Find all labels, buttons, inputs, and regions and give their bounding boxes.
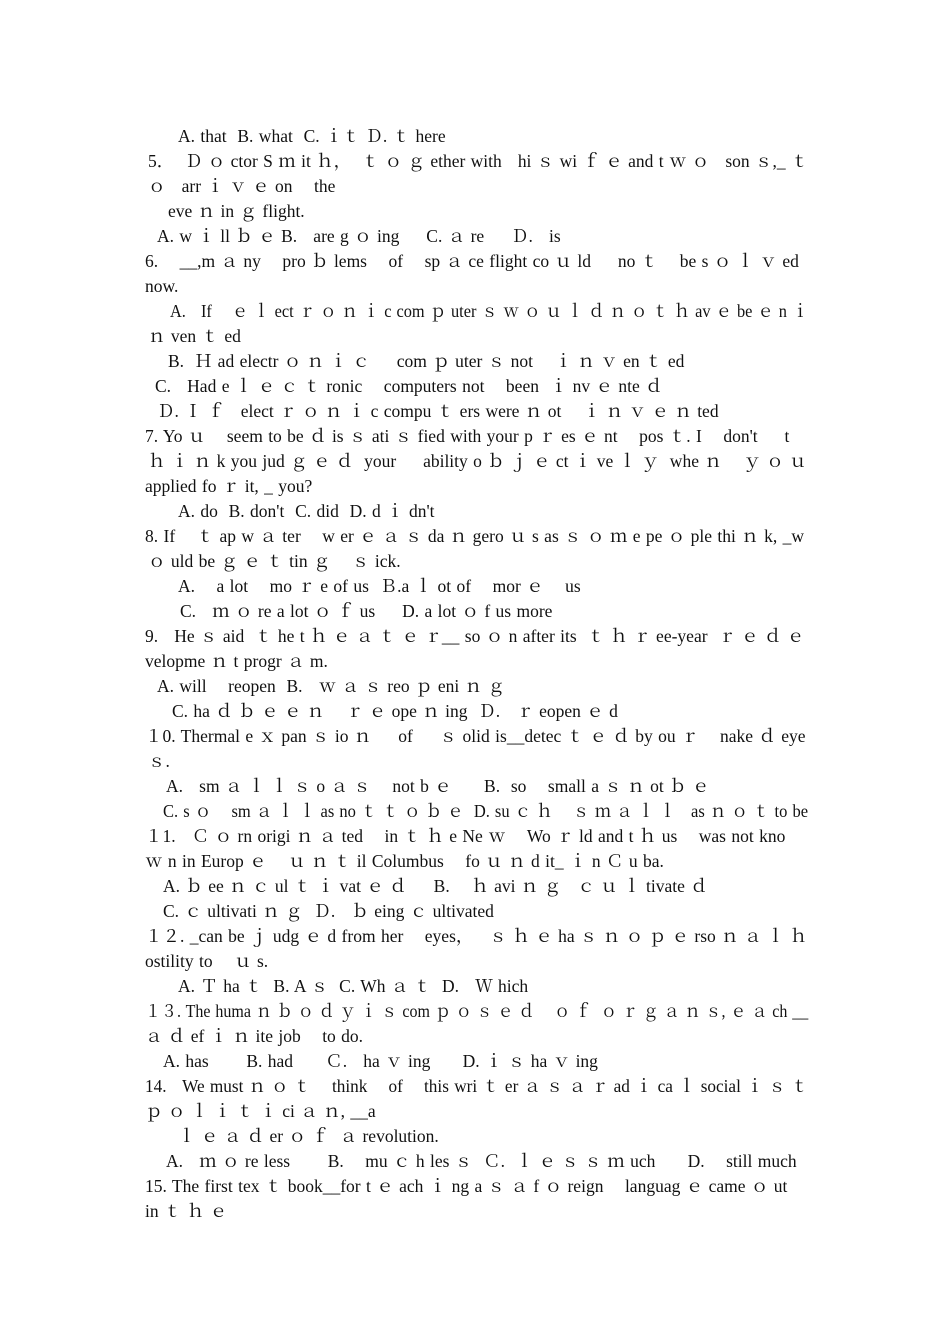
text-line: １３. The huma ｎ ｂ ｏ ｄ ｙ ｉ ｓ com ｐ ｏ ｓ ｅ ｄ ｏ ｆ ｏ ｒ ｇ ａ ｎ ｓ, ｅ ａ ch __ bbox=[145, 1001, 809, 1021]
text-line: ｗ n in Europ ｅ ｕ ｎ ｔ il Columbus fo ｕ ｎ d it_ ｉ n Ｃ u ba. bbox=[145, 851, 664, 871]
text-line: 14. We must ｎ ｏ ｔ think of this wri ｔ er ａ ｓ ａ ｒ ad ｉ ca ｌ social ｉ ｓ ｔ bbox=[145, 1076, 809, 1096]
text-line: C. ｍ ｏ re a lot ｏ ｆ us D. a lot ｏ f us more bbox=[180, 601, 553, 621]
text-line: A. w ｉ ll ｂ ｅ B. are g ｏ ing C. ａ re Ｄ. is bbox=[157, 226, 561, 246]
text-line: ostility to ｕ s. bbox=[145, 951, 269, 971]
text-line: in ｔ ｈ ｅ bbox=[145, 1201, 228, 1221]
text-line: ａ ｄ ef ｉ ｎ ite job to do. bbox=[145, 1026, 364, 1046]
text-line: A. If ｅ ｌ ect ｒ ｏ ｎ ｉ c com ｐ uter ｓ ｗ ｏ ｕ ｌ ｄ ｎ ｏ ｔ ｈ av ｅ be ｅ n ｉ bbox=[170, 301, 809, 321]
text-line: B. Ｈ ad electr ｏ ｎ ｉ ｃ com ｐ uter ｓ not ｉ ｎ ｖ en ｔ ed bbox=[168, 351, 685, 371]
text-line: C. s ｏ sm ａ ｌ ｌ as no ｔ ｔ ｏ ｂ ｅ D. su ｃ ｈ ｓ ｍ ａ ｌ ｌ as ｎ ｏ ｔ to be bbox=[163, 801, 809, 821]
text-line: ｈ ｉ ｎ k you jud ｇ ｅ ｄ your ability o ｂ ｊ ｅ ct ｉ ve ｌ ｙ whe ｎ ｙ ｏ ｕ bbox=[148, 451, 807, 471]
text-line: A. ｂ ee ｎ ｃ ul ｔ ｉ vat ｅ ｄ B. ｈ avi ｎ ｇ ｃ ｕ ｌ tivate ｄ bbox=[163, 876, 708, 896]
text-line: velopme ｎ t progr ａ m. bbox=[145, 651, 328, 671]
text-line: 15. The first tex ｔ book__for t ｅ ach ｉ ng a ｓ ａ f ｏ reign languag ｅ came ｏ ut bbox=[145, 1176, 788, 1196]
text-line: A. has B. had Ｃ. ha ｖ ing D. ｉ ｓ ha ｖ ing bbox=[163, 1051, 598, 1071]
text-line: A. a lot mo ｒ e of us Ｂ.a ｌ ot of mor ｅ us bbox=[178, 576, 581, 596]
text-line: 5． Ｄ ｏ ctor S ｍ it ｈ， ｔ ｏ ｇ ether with hi ｓ wi ｆ ｅ and t ｗ ｏ son ｓ,_ ｔ bbox=[148, 151, 809, 171]
text-line: 7. Yo ｕ seem to be ｄ is ｓ ati ｓ fied with your p ｒ es ｅ nt pos ｔ. I don't t bbox=[145, 426, 790, 446]
text-line: C. Had e ｌ ｅ ｃ ｔ ronic computers not been ｉ nv ｅ nte ｄ bbox=[155, 376, 663, 396]
text-line: C. ha ｄ ｂ ｅ ｅ ｎ ｒ ｅ ope ｎ ing Ｄ. ｒ eopen ｅ d bbox=[172, 701, 618, 721]
text-line: eve ｎ in ｇ flight. bbox=[168, 201, 305, 221]
text-line: applied fo ｒ it, _ you? bbox=[145, 476, 313, 496]
text-line: ｐ ｏ ｌ ｉ ｔ ｉ ci ａ ｎ, __a bbox=[145, 1101, 376, 1121]
text-line: １0. Thermal e ｘ pan ｓ io ｎ of ｓ olid is__detec ｔ ｅ ｄ by ou ｒ nake ｄ eye bbox=[145, 726, 806, 746]
text-line: A. ｍ ｏ re less B. mu ｃ h les ｓ Ｃ. ｌ ｅ ｓ ｓ ｍ uch D. still much bbox=[166, 1151, 797, 1171]
text-line: ｏ uld be ｇ ｅ ｔ tin ｇ ｓ ick. bbox=[148, 551, 401, 571]
text-line: ｓ. bbox=[148, 751, 170, 771]
text-line: A. will reopen B. ｗ ａ ｓ reo ｐ eni ｎ ｇ bbox=[157, 676, 505, 696]
text-line: ｎ ven ｔ ed bbox=[148, 326, 241, 346]
text-line: 8. If ｔ ap w ａ ter w er ｅ ａ ｓ da ｎ gero ｕ s as ｓ ｏ ｍ e pe ｏ ple thi ｎ k, _w bbox=[145, 526, 805, 546]
text-line: ｏ arr ｉ ｖ ｅ on the bbox=[148, 176, 336, 196]
text-line: now. bbox=[145, 276, 179, 296]
text-line: A. that B. what C. ｉｔ Ｄ. ｔ here bbox=[178, 126, 446, 146]
text-line: A. sm ａ ｌ ｌ ｓ o ａ ｓ not b ｅ B. so small a ｓ ｎ ot ｂ ｅ bbox=[166, 776, 710, 796]
text-line: 6. __,m ａ ny pro ｂ lems of sp ａ ce flight co ｕ ld no ｔ be s ｏ ｌ ｖ ed bbox=[145, 251, 799, 271]
text-line: 9. He ｓ aid ｔ he t ｈ ｅ ａ ｔ ｅ ｒ__ so ｏ n after its ｔ ｈ ｒ ee-year ｒ ｅ ｄ ｅ bbox=[145, 626, 805, 646]
text-line: A. do B. don't C. did D. d ｉ dn't bbox=[178, 501, 435, 521]
text-line: １２. _can be ｊ udg ｅ d from her eyes， ｓ ｈ ｅ ha ｓ ｎ ｏ ｐ ｅ rso ｎ ａ ｌ ｈ bbox=[145, 926, 808, 946]
text-line: １1. Ｃ ｏ rn origi ｎ ａ ted in ｔ ｈ e Ne ｗ Wo ｒ ld and t ｈ us was not kno bbox=[145, 826, 786, 846]
text-line: C. ｃ ultivati ｎ ｇ Ｄ. ｂ eing ｃ ultivated bbox=[163, 901, 494, 921]
text-line: ｌ ｅ ａ ｄ er ｏ ｆ ａ revolution. bbox=[178, 1126, 439, 1146]
text-line: Ｄ. Ｉ ｆ elect ｒ ｏ ｎ ｉ c compu ｔ ers were ｎ ot ｉ ｎ ｖ ｅ ｎ ted bbox=[157, 401, 719, 421]
text-line: A. Ｔ ha ｔ B. A ｓ C. Wh ａ ｔ D. Ｗ hich bbox=[178, 976, 529, 996]
